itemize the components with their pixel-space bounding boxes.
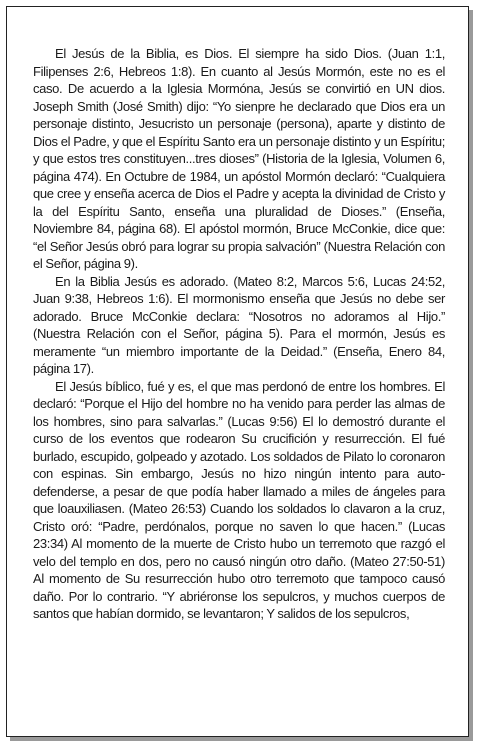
document-body <box>33 45 445 623</box>
paragraph-jesus-forgave: El Jesús bíblico, fué y es, el que mas perdonó de entre los hombres. El declaró: “Porque el Hijo del hombre no ha venido para perder las almas de los hombres, sino para salvarlas.” (Lucas 9:56) El lo demostró durante el curso de los eventos que rodearon Su crucifición y resurrección. El fué burlado, escupido, golpeado y azotado. Los soldados de Pilato lo coronaron con espinas. Sin embargo, Jesús no hizo ningún intento para auto-defenderse, a pesar de que podía haber llamado a miles de ángeles para que loauxiliasen. (Mateo 26:53) Cuando los soldados lo clavaron a la cruz, Cristo oró: “Padre, perdónalos, porque no saven lo que hacen.” (Lucas 23:34) Al momento de la muerte de Cristo hubo un terremoto que razgó el velo del templo en dos, pero no causó ningún otro daño. (Mateo 27:50-51) Al momento de Su resurrección hubo otro terremoto que tampoco causó daño. Por lo contrario. “Y abriéronse los sepulcros, y muchos cuerpos de santos que habían dormido, se levantaron; Y salidos de los sepulcros, <box>33 378 445 621</box>
paragraph-jesus-is-worshipped: En la Biblia Jesús es adorado. (Mateo 8:2, Marcos 5:6, Lucas 24:52, Juan 9:38, Hebreos 1:6). El mormonismo enseña que Jesús no debe ser adorado. Bruce McConkie declara: “Nosotros no adoramos al Hijo.” (Nuestra Relación con el Señor, página 5). Para el mormón, Jesús es meramente “un miembro importante de la Deidad.” (Enseña, Enero 84, página 17). <box>33 273 445 376</box>
paragraph-jesus-is-god: El Jesús de la Biblia, es Dios. El siempre ha sido Dios. (Juan 1:1, Filipenses 2:6, Hebreos 1:8). En cuanto al Jesús Mormón, este no es el caso. De acuerdo a la Iglesia Mormóna, Jesús se convirtió en UN dios. Joseph Smith (José Smith) dijo: “Yo sienpre he declarado que Dios era un personaje distinto, Jesucristo un personaje (persona), aparte y distinto de Dios el Padre, y que el Espíritu Santo era un personaje distinto y un Espíritu; y que estos tres constituyen...tres dioses” (Historia de la Iglesia, Volumen 6, página 474). En Octubre de 1984, un apóstol Mormón declaró: “Cualquiera que cree y enseña acerca de Dios el Padre y acepta la divinidad de Cristo y la del Espíritu Santo, enseña una pluralidad de Dioses.” (Enseña, Noviembre 84, página 68). El apóstol mormón, Bruce McConkie, dice que: “el Señor Jesús obró para lograr su propia salvación” (Nuestra Relación con el Señor, página 9). <box>33 46 445 271</box>
page-frame <box>6 6 469 737</box>
